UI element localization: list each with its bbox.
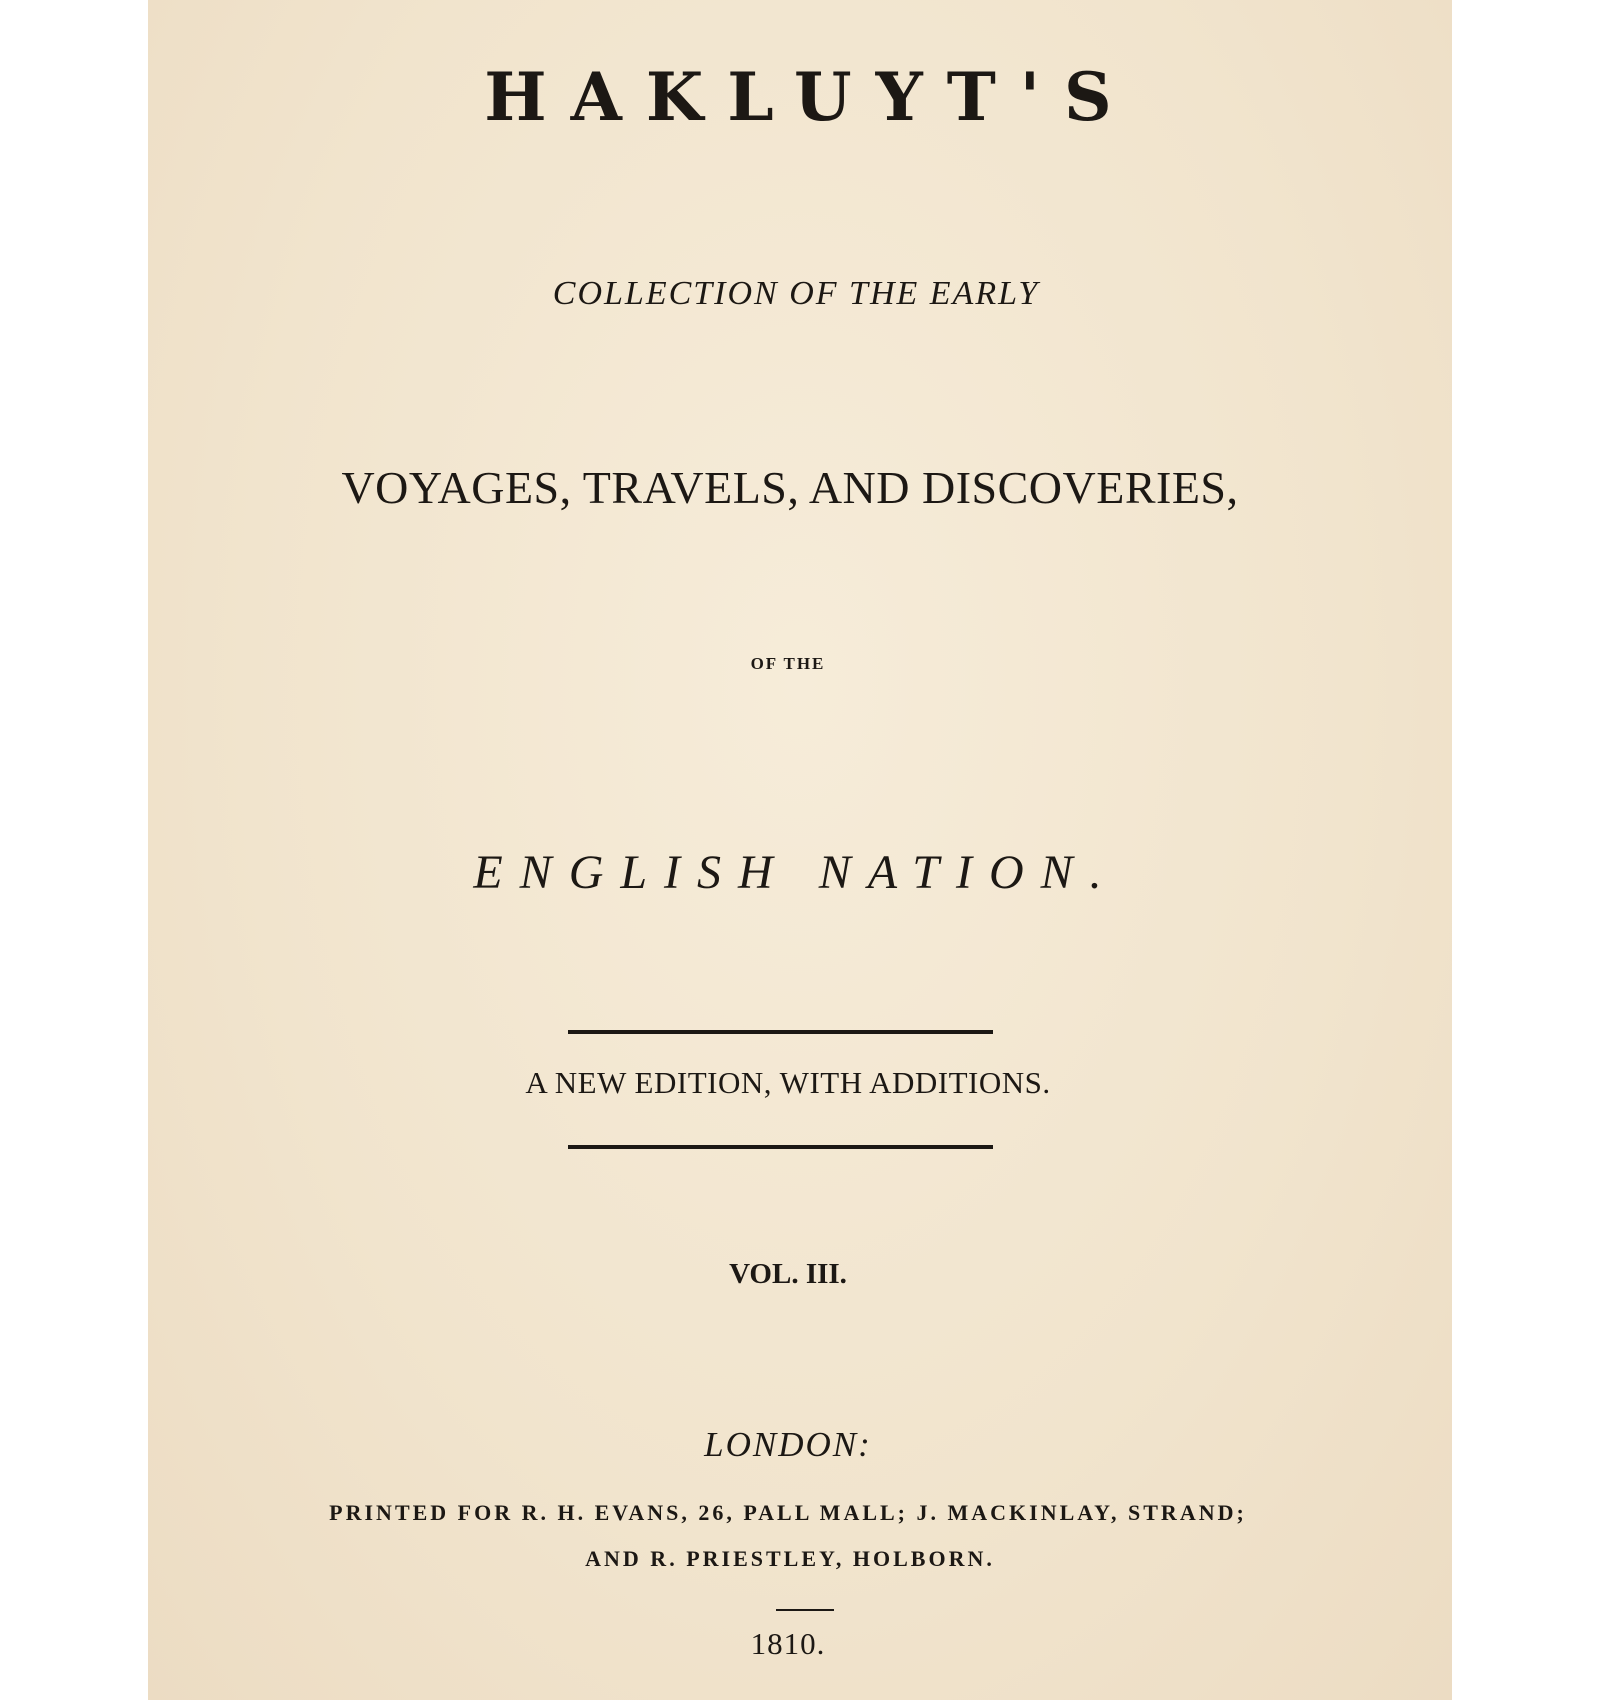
title-page — [148, 0, 1452, 1700]
book-subtitle: COLLECTION OF THE EARLY — [552, 275, 1040, 312]
imprint-printer-line-2: AND R. PRIESTLEY, HOLBORN. — [585, 1546, 995, 1571]
nation-heading: ENGLISH NATION. — [473, 846, 1119, 899]
publication-year: 1810. — [750, 1626, 826, 1661]
divider-rule-top — [568, 1030, 993, 1034]
divider-rule-bottom — [568, 1145, 993, 1149]
volume-number: VOL. III. — [729, 1258, 847, 1290]
imprint-printer-line-1: PRINTED FOR R. H. EVANS, 26, PALL MALL; J. MACKINLAY, STRAND; — [329, 1500, 1247, 1525]
edition-note: A NEW EDITION, WITH ADDITIONS. — [525, 1065, 1051, 1100]
connector-of-the: OF THE — [750, 654, 826, 673]
imprint-city: LONDON: — [704, 1425, 872, 1464]
divider-rule-short — [776, 1609, 834, 1611]
main-heading: VOYAGES, TRAVELS, AND DISCOVERIES, — [341, 462, 1239, 513]
book-title: HAKLUYT'S — [484, 58, 1136, 136]
